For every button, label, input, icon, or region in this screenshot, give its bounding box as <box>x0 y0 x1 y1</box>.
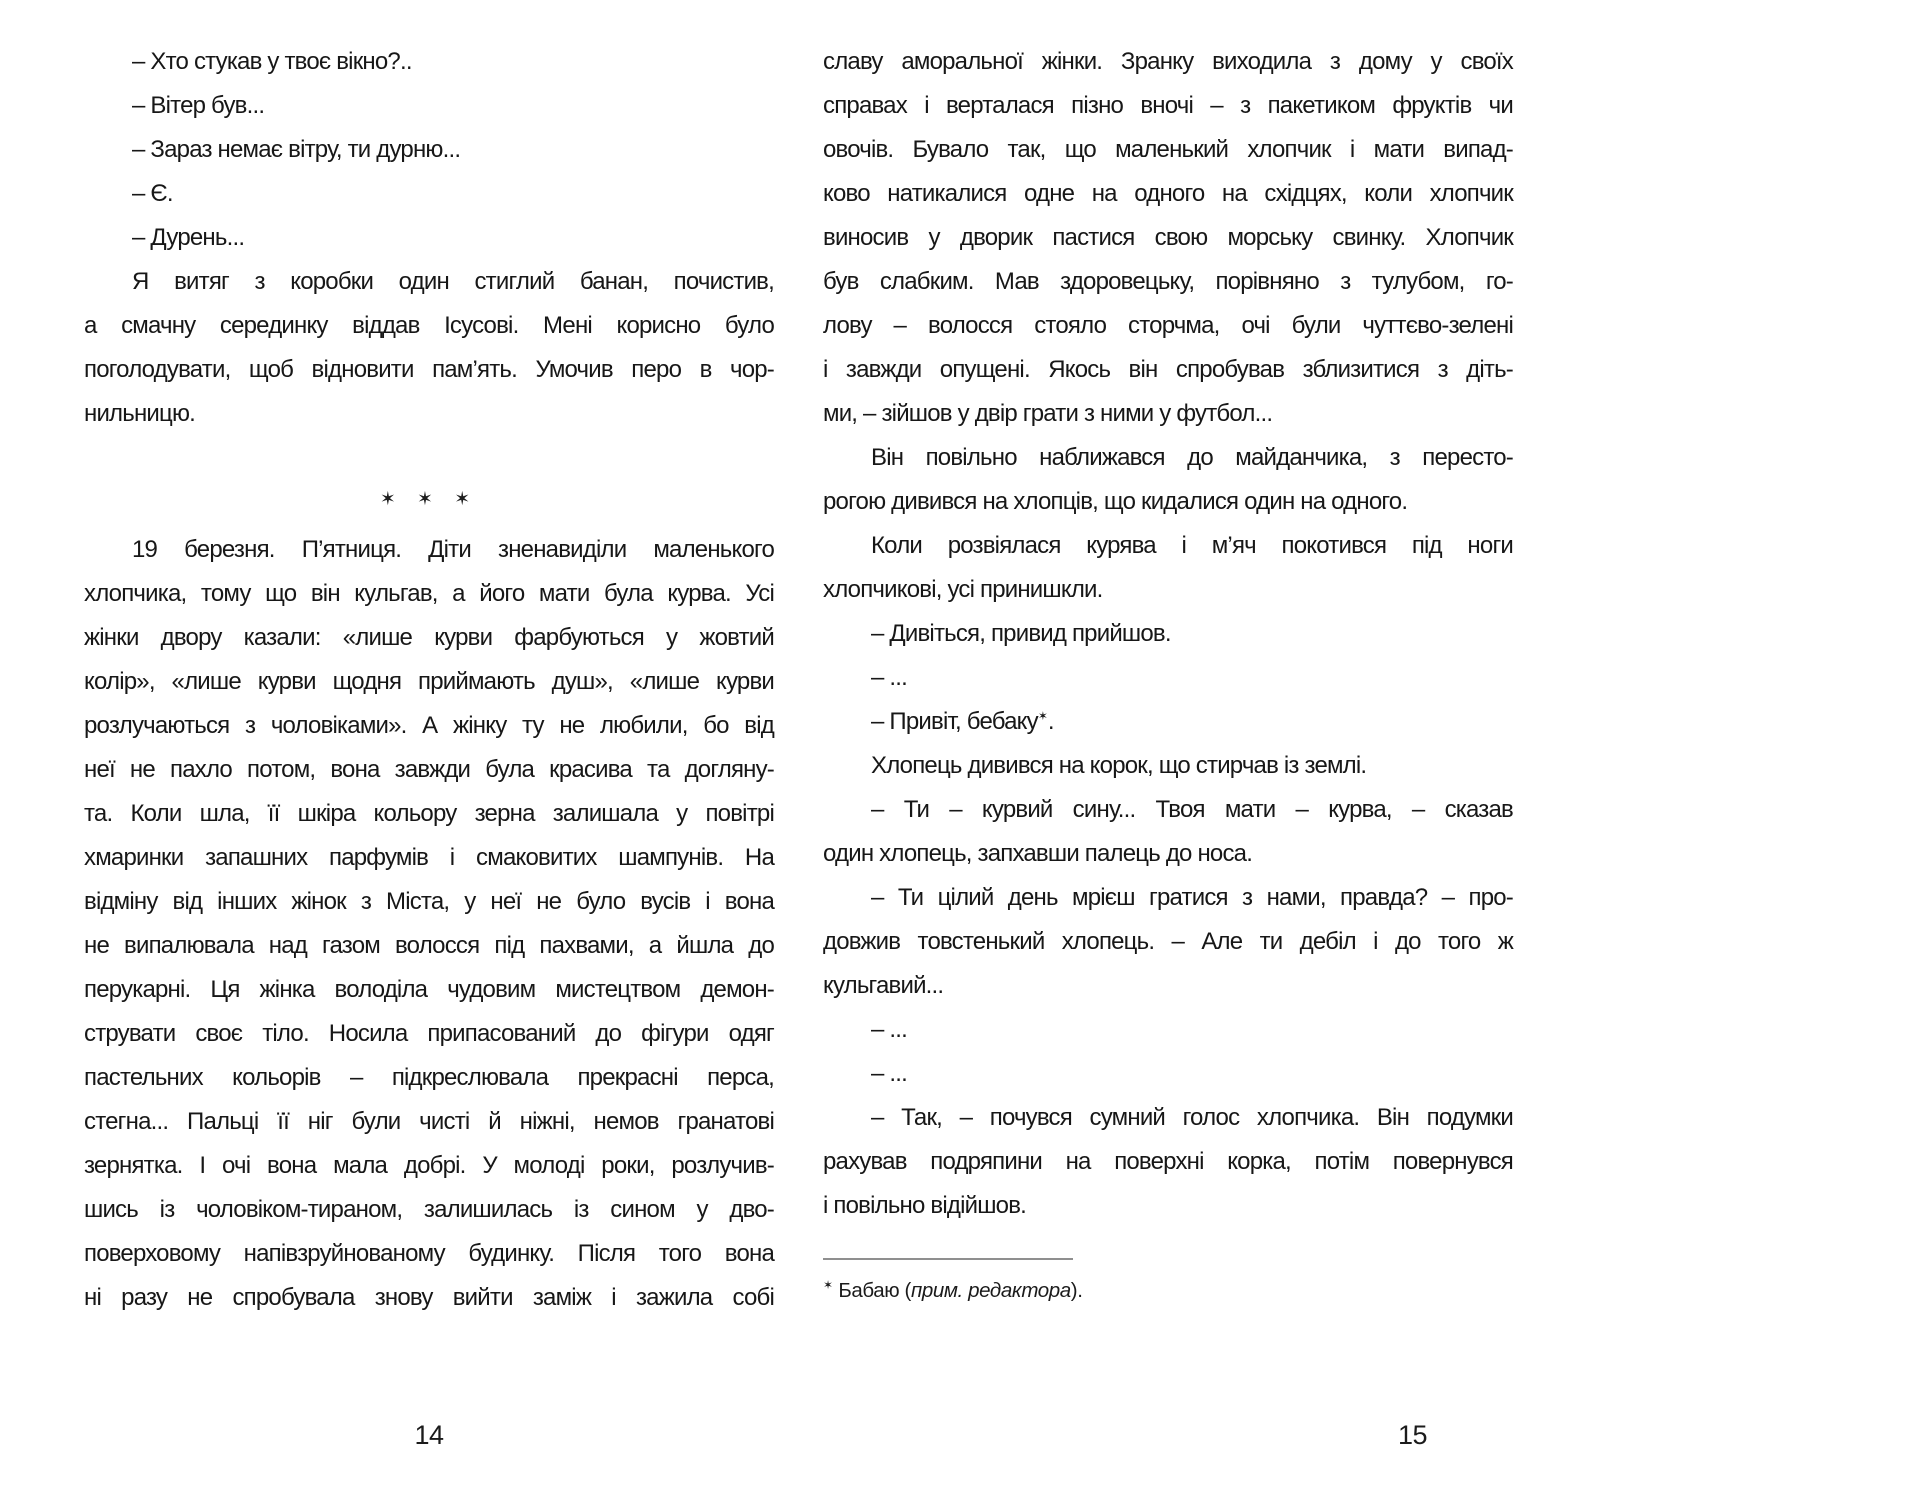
text-line: відміну від інших жінок з Міста, у неї не було вусів і вона <box>84 888 774 915</box>
page-number-right: 15 <box>1398 1420 1428 1450</box>
text-line: та. Коли шла, її шкіра кольору зерна залишала у повітрі <box>84 800 774 827</box>
footnote-text: ✶ Бабаю (прим. редактора). <box>823 1278 1083 1302</box>
text-line: жінки двору казали: «лише курви фарбуються у жовтий <box>84 624 774 651</box>
text-line: пастельних кольорів – підкреслювала прекрасні перса, <box>84 1064 774 1091</box>
text-line: – Зараз немає вітру, ти дурню... <box>132 136 461 163</box>
right-text-column <box>823 40 1513 1306</box>
text-line: ково натикалися одне на одного на східцях, коли хлопчик <box>823 180 1513 207</box>
footnote-rule <box>823 1258 1073 1260</box>
text-line: струвати своє тіло. Носила припасований до фігури одяг <box>84 1020 774 1047</box>
text-line: один хлопець, запхавши палець до носа. <box>823 840 1253 867</box>
text-line: хлопчикові, усі принишкли. <box>823 576 1103 603</box>
footnote-reference-marker: ✶ <box>1037 709 1048 723</box>
text-line: був слабким. Мав здоровецьку, порівняно з тулубом, го- <box>823 268 1513 295</box>
text-line: славу аморальної жінки. Зранку виходила з дому у своїх <box>823 48 1513 75</box>
text-line: Коли розвіялася курява і м’яч покотився під ноги <box>871 532 1513 559</box>
text-line: – ... <box>871 664 908 691</box>
text-line: – Ти цілий день мрієш гратися з нами, правда? – про- <box>871 884 1513 911</box>
left-text-column <box>84 40 774 1320</box>
text-line: рахував подряпини на поверхні корка, потім повернувся <box>823 1148 1513 1175</box>
text-line: – Хто стукав у твоє вікно?.. <box>132 48 412 75</box>
text-line: поверховому напівзруйнованому будинку. Після того вона <box>84 1240 774 1267</box>
text-line: колір», «лише курви щодня приймають душ», «лише курви <box>84 668 774 695</box>
text-line: хлопчика, тому що він кульгав, а його мати була курва. Усі <box>84 580 774 607</box>
page-number-left: 14 <box>414 1420 444 1450</box>
text-line: – Є. <box>132 180 173 207</box>
text-line: не випалювала над газом волосся під пахвами, а йшла до <box>84 932 774 959</box>
text-line: поголодувати, щоб відновити пам’ять. Умочив перо в чор- <box>84 356 774 383</box>
text-line: а смачну серединку віддав Ісусові. Мені корисно було <box>84 312 774 339</box>
section-separator: ✶ ✶ ✶ <box>379 489 479 510</box>
text-line: шись із чоловіком-тираном, залишилась із сином у дво- <box>84 1196 774 1223</box>
text-line: овочів. Бувало так, що маленький хлопчик і мати випад- <box>823 136 1513 163</box>
text-line: ми, – зійшов у двір грати з ними у футбол... <box>823 400 1273 427</box>
text-line: розлучаються з чоловіками». А жінку ту не любили, бо від <box>84 712 774 739</box>
text-line: – ... <box>871 1060 908 1087</box>
footnote-marker: ✶ <box>823 1278 834 1293</box>
text-line: – ... <box>871 1016 908 1043</box>
text-line: Хлопець дивився на корок, що стирчав із землі. <box>871 752 1367 779</box>
text-line: перукарні. Ця жінка володіла чудовим мистецтвом демон- <box>84 976 774 1003</box>
text-line: і повільно відійшов. <box>823 1192 1027 1219</box>
text-line: лову – волосся стояло сторчма, очі були чуттєво-зелені <box>823 312 1513 339</box>
text-line: нильницю. <box>84 400 196 427</box>
text-line: кульгавий... <box>823 972 944 999</box>
text-line: – Так, – почувся сумний голос хлопчика. Він подумки <box>871 1104 1513 1131</box>
text-line: – Дивіться, привид прийшов. <box>871 620 1171 647</box>
text-line: рогою дивився на хлопців, що кидалися один на одного. <box>823 488 1408 515</box>
text-line: виносив у дворик пастися свою морську свинку. Хлопчик <box>823 224 1513 251</box>
text-line: Я витяг з коробки один стиглий банан, почистив, <box>132 268 774 295</box>
text-line: – Ти – курвий сину... Твоя мати – курва, – сказав <box>871 796 1513 823</box>
text-line: хмаринки запашних парфумів і смаковитих шампунів. На <box>84 844 774 871</box>
text-line: неї не пахло потом, вона завжди була красива та догляну- <box>84 756 774 783</box>
text-line: зернятка. І очі вона мала добрі. У молоді роки, розлучив- <box>84 1152 774 1179</box>
footnote <box>823 1258 1513 1306</box>
text-line: стегна... Пальці її ніг були чисті й ніжні, немов гранатові <box>84 1108 774 1135</box>
text-line: – Дурень... <box>132 224 245 251</box>
text-line: і завжди опущені. Якось він спробував зблизитися з діть- <box>823 356 1513 383</box>
text-line: – Привіт, бебаку✶. <box>871 708 1054 735</box>
text-line: 19 березня. П’ятниця. Діти зненавиділи маленького <box>132 536 774 563</box>
text-line: довжив товстенький хлопець. – Але ти дебіл і до того ж <box>823 928 1513 955</box>
text-line: Він повільно наближався до майданчика, з пересто- <box>871 444 1513 471</box>
text-line: ні разу не спробувала знову вийти заміж і зажила собі <box>84 1284 774 1311</box>
text-line: справах і верталася пізно вночі – з пакетиком фруктів чи <box>823 92 1513 119</box>
text-line: – Вітер був... <box>132 92 265 119</box>
